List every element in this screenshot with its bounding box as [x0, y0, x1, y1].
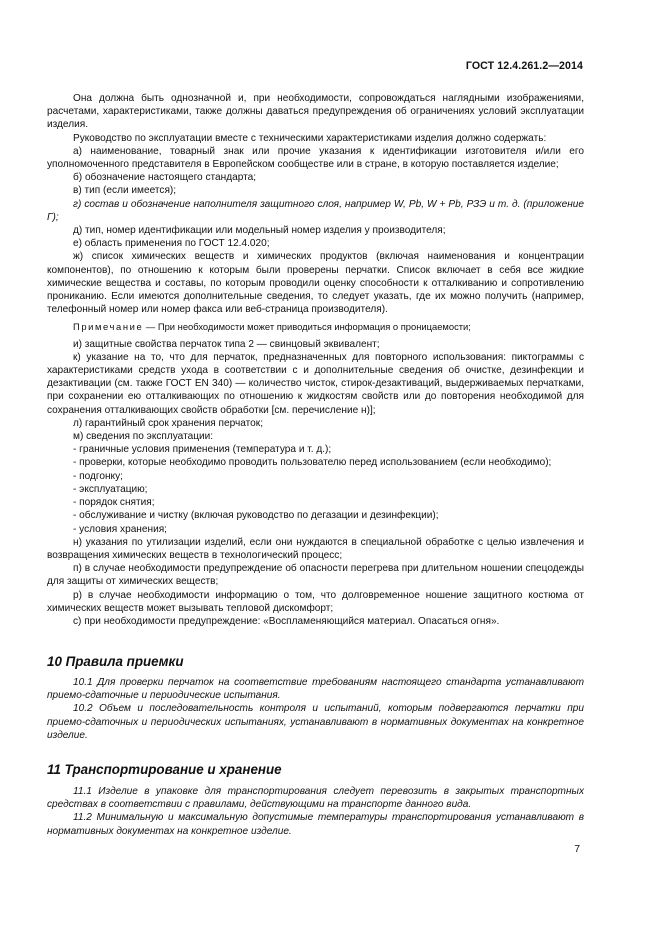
- document-header: ГОСТ 12.4.261.2—2014: [465, 60, 583, 72]
- clause-10-1: 10.1 Для проверки перчаток на соответствие требованиям настоящего стандарта устанавливают приемо-сдаточные и периодические испытания.: [47, 677, 584, 702]
- paragraph-manual-contents: Руководство по эксплуатации вместе с техническими характеристиками изделия должно содержать:: [73, 132, 547, 144]
- list-item-r: р) в случае необходимости информацию о том, что долговременное ношение защитного костюма от химических веществ может вызывать тепловой дискомфорт;: [47, 589, 584, 614]
- section-10-body: [47, 676, 584, 742]
- note-label: Примечание: [73, 321, 144, 333]
- list-item-g: г) состав и обозначение наполнителя защитного слоя, например W, Pb, W + Pb, РЗЭ и т. д. (приложение Г);: [47, 198, 584, 223]
- sub-item-limits: - граничные условия применения (температура и т. д.);: [73, 444, 332, 456]
- note: [47, 320, 584, 333]
- list-item-s: с) при необходимости предупреждение: «Воспламеняющийся материал. Опасаться огня».: [73, 615, 500, 627]
- list-item-b: б) обозначение настоящего стандарта;: [73, 172, 257, 184]
- sub-item-use: - эксплуатацию;: [73, 483, 148, 495]
- list-item-l: л) гарантийный срок хранения перчаток;: [73, 417, 264, 429]
- paragraph-intro: Она должна быть однозначной и, при необходимости, сопровождаться наглядными изображениями, расчетами, характеристиками, также должны даваться предупреждения об ограничениях условий эксплуатации изделия.: [47, 93, 584, 131]
- list-item-v: в) тип (если имеется);: [73, 185, 177, 197]
- section-11-title: 11 Транспортирование и хранение: [47, 762, 282, 777]
- list-item-e: е) область применения по ГОСТ 12.4.020;: [73, 238, 270, 250]
- sub-item-maintenance: - обслуживание и чистку (включая руководство по дегазации и дезинфекции);: [73, 510, 439, 522]
- sub-item-checks: - проверки, которые необходимо проводить пользователю перед использованием (если необходимо);: [73, 457, 552, 469]
- list-item-i: и) защитные свойства перчаток типа 2 — свинцовый эквивалент;: [73, 338, 380, 350]
- section-11-body: [47, 785, 584, 838]
- list-item-n: н) указания по утилизации изделий, если они нуждаются в специальной обработке с целью извлечения и возвращения химических веществ в технологический процесс;: [47, 536, 584, 561]
- sub-item-removal: - порядок снятия;: [73, 497, 155, 509]
- clause-11-1: 11.1 Изделие в упаковке для транспортирования следует перевозить в закрытых транспортных средствах в соответствии с правилами, действующими на транспорте данного вида.: [47, 786, 584, 811]
- sub-item-fitting: - подгонку;: [73, 470, 123, 482]
- list-item-d: д) тип, номер идентификации или модельный номер изделия у производителя;: [73, 225, 446, 237]
- list-item-k: к) указание на то, что для перчаток, предназначенных для повторного использования: пиктограммы с характеристиками средств ухода в соответствии с и дополнительные сведения об очистке, дезинфекции и дезактивации (см. также ГОСТ EN 340) — количество чисток, стирок-дезактиваций, выдерживаемых перчатками, при сохранении ею отталкивающих по отношению к жидкостям свойств или до повторения необходимой для сохранения отталкивающих свойств обработки [см. перечисление н)];: [47, 351, 584, 416]
- clause-10-2: 10.2 Объем и последовательность контроля и испытаний, которым подвергаются перчатки при приемо-сдаточных и периодических испытаниях, устанавливают в нормативных документах на конкретное изделие.: [47, 703, 584, 741]
- page-number: 7: [574, 844, 580, 855]
- sub-item-storage: - условия хранения;: [73, 523, 167, 535]
- note-dash: —: [145, 321, 156, 333]
- section-10-title: 10 Правила приемки: [47, 654, 184, 669]
- list-item-zh: ж) список химических веществ и химических продуктов (включая наименования и концентрации компонентов), по отношению к которым были проверены перчатки. Список включает в себя все жидкие химические вещества и составы, по которым проводили оценку способности к отталкиванию и сопротивлению прониканию. Если имеются дополнительные сведения, то следует указать, где их можно получить (например, телефонный номер или номер факса или веб-страница производителя).: [47, 251, 584, 316]
- list-item-p: п) в случае необходимости предупреждение об опасности перегрева при длительном ношении спецодежды для защиты от химических веществ;: [47, 563, 584, 588]
- list-item-m: м) сведения по эксплуатации:: [73, 431, 214, 443]
- clause-11-2: 11.2 Минимальную и максимальную допустимые температуры транспортирования устанавливают в нормативных документах на конкретное изделие.: [47, 812, 584, 837]
- note-text: При необходимости может приводиться информация о проницаемости;: [157, 321, 471, 333]
- document-body: [47, 92, 584, 628]
- list-item-a: а) наименование, товарный знак или прочие указания к идентификации изготовителя и/или его уполномоченного представителя в Европейском сообществе или в стране, в которую поставляется изделие;: [47, 145, 584, 171]
